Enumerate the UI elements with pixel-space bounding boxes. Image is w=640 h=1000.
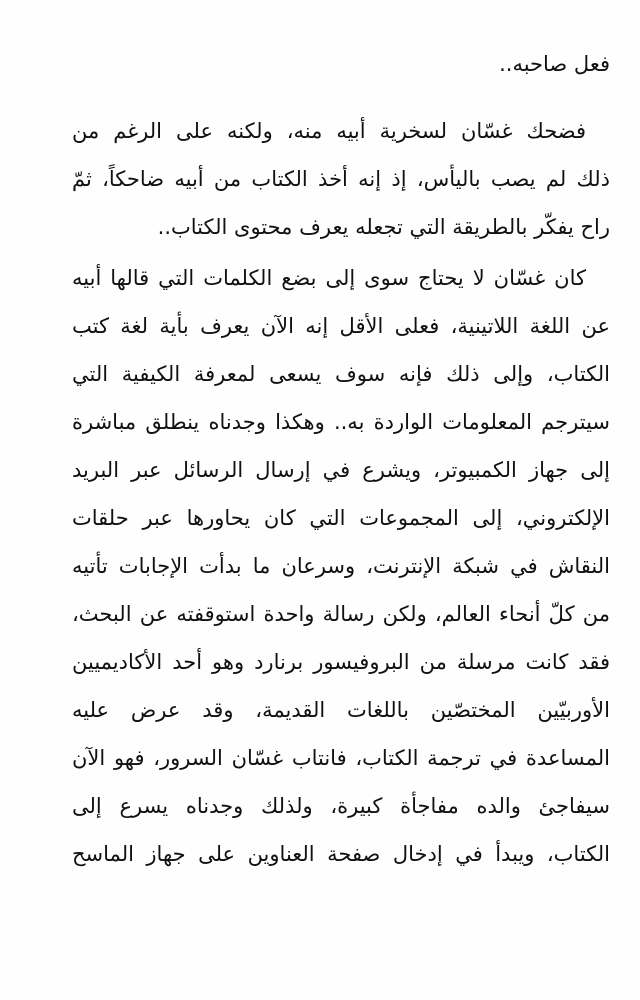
text-line: سيفاجئ والده مفاجأة كبيرة، ولذلك وجدناه يسرع إلى [72, 794, 610, 818]
text-line: إلى جهاز الكمبيوتر، ويشرع في إرسال الرسائل عبر البريد [72, 458, 610, 482]
text-line: كان غسّان لا يحتاج سوى إلى بضع الكلمات التي قالها أبيه [72, 266, 586, 290]
text-line: من كلّ أنحاء العالم، ولكن رسالة واحدة استوقفته عن البحث، [72, 602, 610, 626]
paragraph-1 [72, 40, 610, 88]
text-line: فقد كانت مرسلة من البروفيسور برنارد وهو أحد الأكاديميين [72, 650, 610, 674]
paragraph-3 [72, 254, 610, 878]
text-line: النقاش في شبكة الإنترنت، وسرعان ما بدأت الإجابات تأتيه [72, 554, 610, 578]
text-line: الإلكتروني، إلى المجموعات التي كان يحاورها عبر حلقات [72, 506, 610, 530]
text-line: الكتاب، ويبدأ في إدخال صفحة العناوين على جهاز الماسح [72, 842, 610, 866]
text-line: سيترجم المعلومات الواردة به.. وهكذا وجدناه ينطلق مباشرة [72, 410, 610, 434]
text-line: فضحك غسّان لسخرية أبيه منه، ولكنه على الرغم من [72, 119, 586, 143]
text-line: المساعدة في ترجمة الكتاب، فانتاب غسّان السرور، فهو الآن [72, 746, 610, 770]
paragraph-2 [72, 107, 610, 251]
text-line: فعل صاحبه.. [499, 52, 610, 76]
text-line: عن اللغة اللاتينية، فعلى الأقل إنه الآن يعرف بأية لغة كتب [72, 314, 610, 338]
text-line: ذلك لم يصب باليأس، إذ إنه أخذ الكتاب من أبيه ضاحكاً، ثمّ [72, 167, 610, 191]
text-line: الكتاب، وإلى ذلك فإنه سوف يسعى لمعرفة الكيفية التي [72, 362, 610, 386]
text-line: الأوربيّين المختصّين باللغات القديمة، وقد عرض عليه [72, 698, 610, 722]
text-line: راح يفكّر بالطريقة التي تجعله يعرف محتوى الكتاب.. [157, 215, 610, 239]
